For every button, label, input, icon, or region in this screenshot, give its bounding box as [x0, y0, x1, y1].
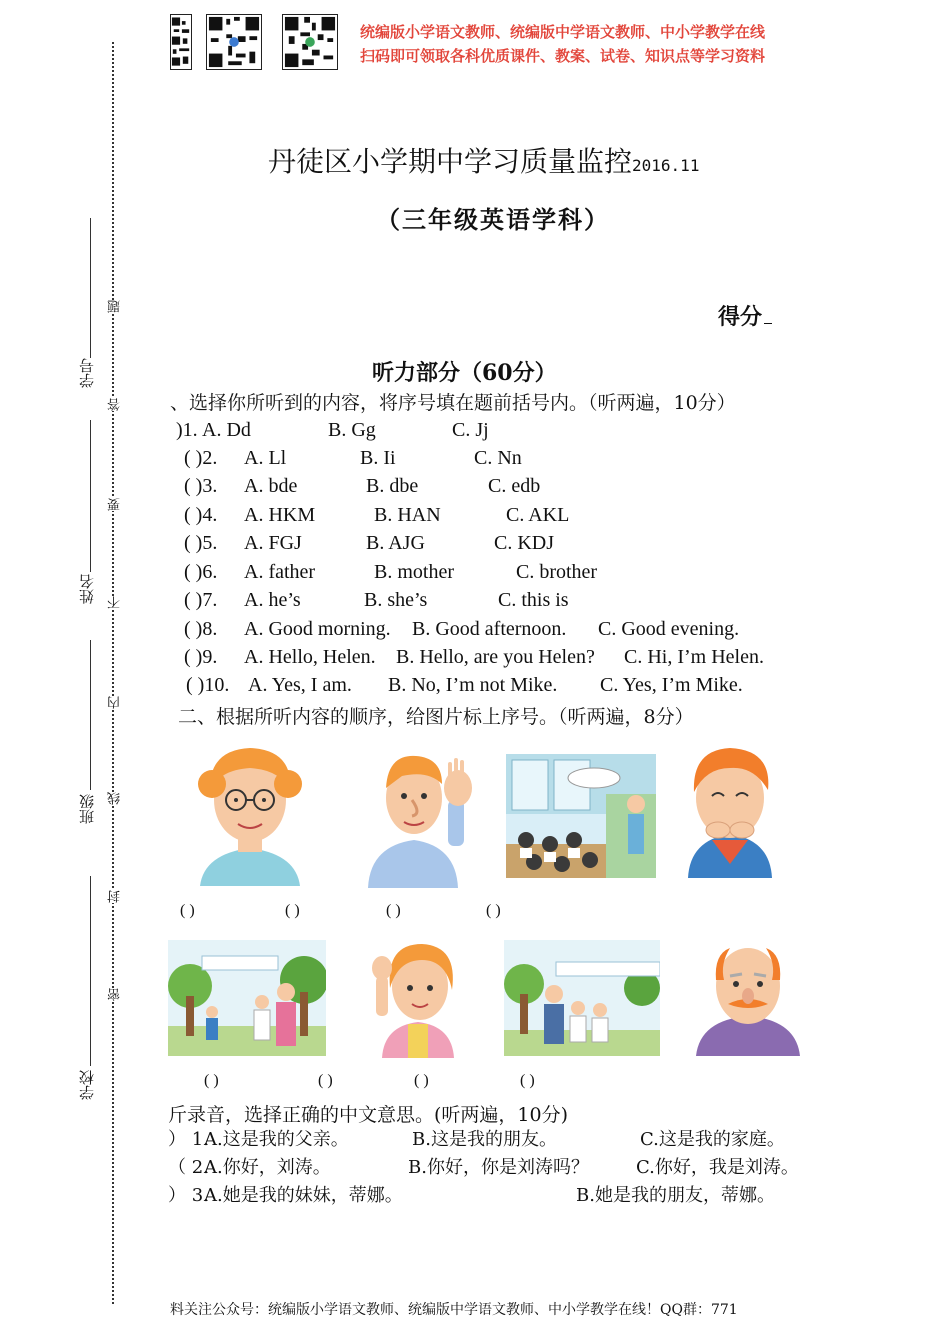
seal-char: 封	[108, 890, 123, 903]
option-a: A. Ll	[244, 447, 287, 469]
qr-code-3	[282, 14, 338, 70]
student-id-label: 学号	[78, 358, 96, 388]
option-a: A. bde	[244, 475, 298, 497]
name-underline	[90, 420, 91, 572]
option-b: B. mother	[374, 561, 454, 583]
option-a: A. father	[244, 561, 316, 583]
exam-title-text: 丹徒区小学期中学习质量监控	[268, 145, 633, 178]
option-a: A. Good morning.	[244, 618, 391, 640]
question-number[interactable]: ( )5.	[184, 532, 218, 554]
question-number[interactable]: ） 1.	[168, 1129, 209, 1150]
option-c: C. edb	[488, 475, 541, 497]
seal-char: 题	[108, 300, 123, 313]
question-number[interactable]: ( )7.	[184, 589, 218, 611]
grandpa-kids-illustration	[504, 940, 660, 1056]
question-number[interactable]: （ 2.	[168, 1157, 209, 1178]
picture-answer-blank[interactable]: ( )	[386, 902, 401, 919]
question-number[interactable]: ( )10.	[186, 674, 230, 696]
option-c: C. AKL	[506, 504, 570, 526]
school-underline	[90, 876, 91, 1066]
school-label: 学校	[78, 1070, 96, 1100]
seal-char: 内	[108, 696, 123, 709]
option-c: C. Yes, I’m Mike.	[600, 674, 743, 696]
option-a: A. Hello, Helen.	[244, 646, 376, 668]
exam-title	[268, 140, 699, 180]
option-b: B. HAN	[374, 504, 441, 526]
grandma-illustration	[190, 744, 310, 886]
footer-note: 料关注公众号：统编版小学语文教师、统编版中学语文教师、中小学教学在线！QQ群：771	[170, 1302, 738, 1318]
option-b: B. Ii	[360, 447, 396, 469]
option-b: B. AJG	[366, 532, 425, 554]
option-a: A. FGJ	[244, 532, 302, 554]
option-b: B. she’s	[364, 589, 428, 611]
question-number[interactable]: )1.	[176, 419, 198, 441]
option-c: C. KDJ	[494, 532, 555, 554]
question-number[interactable]: ( )3.	[184, 475, 218, 497]
father-waving-illustration	[362, 748, 480, 888]
classroom-illustration	[506, 754, 656, 878]
question-number[interactable]: ( )6.	[184, 561, 218, 583]
option-b: B. Gg	[328, 419, 376, 441]
banner-line-1: 统编版小学语文教师、统编版中学语文教师、中小学教学在线	[360, 23, 766, 41]
option-a: A. he’s	[244, 589, 301, 611]
picture-answer-blank[interactable]: ( )	[318, 1072, 333, 1089]
boy-laughing-illustration	[684, 744, 776, 878]
qr-code-2	[206, 14, 262, 70]
option-c: C.你好，我是刘涛。	[636, 1157, 799, 1178]
option-a: A. HKM	[244, 504, 316, 526]
option-b: B.你好，你是刘涛吗？	[408, 1157, 589, 1178]
option-b: B.她是我的朋友，蒂娜。	[576, 1185, 775, 1206]
picture-answer-blank[interactable]: ( )	[204, 1072, 219, 1089]
picture-answer-blank[interactable]: ( )	[285, 902, 300, 919]
promo-banner	[360, 20, 765, 68]
binding-dotted-line	[112, 42, 114, 1304]
grandpa-illustration	[690, 940, 806, 1056]
option-c: C. brother	[516, 561, 598, 583]
part1-heading: 、选择你所听到的内容，将序号填在题前括号内。（听两遍，10分）	[170, 392, 736, 414]
option-c: C. Hi, I’m Helen.	[624, 646, 764, 668]
student-id-underline	[90, 218, 91, 358]
option-c: C. Jj	[452, 419, 489, 441]
question-number[interactable]: ( )2.	[184, 447, 218, 469]
picture-answer-blank[interactable]: ( )	[180, 902, 195, 919]
question-number[interactable]: ） 3.	[168, 1185, 209, 1206]
class-underline	[90, 640, 91, 790]
part3-heading: 斤录音，选择正确的中文意思。(听两遍，10分)	[168, 1104, 569, 1126]
picture-answer-blank[interactable]: ( )	[520, 1072, 535, 1089]
seal-char: 密	[108, 988, 123, 1001]
qr-code-1	[170, 14, 192, 70]
part2-heading: 二、根据所听内容的顺序，给图片标上序号。（听两遍，8分）	[178, 706, 694, 728]
option-c: C. Nn	[474, 447, 522, 469]
question-number[interactable]: ( )4.	[184, 504, 218, 526]
banner-line-2: 扫码即可领取各科优质课件、教案、试卷、知识点等学习资料	[360, 47, 766, 65]
listening-section-title: 听力部分（60分）	[372, 360, 557, 386]
option-b: B.这是我的朋友。	[412, 1129, 557, 1150]
option-a: A.这是我的父亲。	[204, 1129, 349, 1150]
option-b: B. dbe	[366, 475, 419, 497]
picture-answer-blank[interactable]: ( )	[486, 902, 501, 919]
seal-char: 不	[108, 596, 123, 609]
option-a: A.你好，刘涛。	[204, 1157, 331, 1178]
seal-char: 要	[108, 498, 123, 511]
option-a: A. Dd	[202, 419, 251, 441]
seal-char: 线	[108, 792, 123, 805]
seal-char: 答	[108, 398, 123, 411]
option-a: A. Yes, I am.	[248, 674, 352, 696]
picture-answer-blank[interactable]: ( )	[414, 1072, 429, 1089]
option-a: A.她是我的妹妹，蒂娜。	[204, 1185, 403, 1206]
option-b: B. Hello, are you Helen?	[396, 646, 595, 668]
option-c: C. Good evening.	[598, 618, 740, 640]
option-c: C. this is	[498, 589, 569, 611]
option-c: C.这是我的家庭。	[640, 1129, 785, 1150]
girl-waving-illustration	[368, 938, 468, 1058]
class-label: 班级	[78, 794, 96, 824]
question-number[interactable]: ( )8.	[184, 618, 218, 640]
option-b: B. No, I’m not Mike.	[388, 674, 558, 696]
exam-date: 2016.11	[632, 156, 700, 175]
exam-subtitle: （三年级英语学科）	[376, 205, 610, 234]
question-number[interactable]: ( )9.	[184, 646, 218, 668]
score-label: 得分	[718, 300, 772, 331]
option-b: B. Good afternoon.	[412, 618, 567, 640]
park-family-illustration	[168, 940, 326, 1056]
name-label: 姓名	[78, 574, 96, 604]
